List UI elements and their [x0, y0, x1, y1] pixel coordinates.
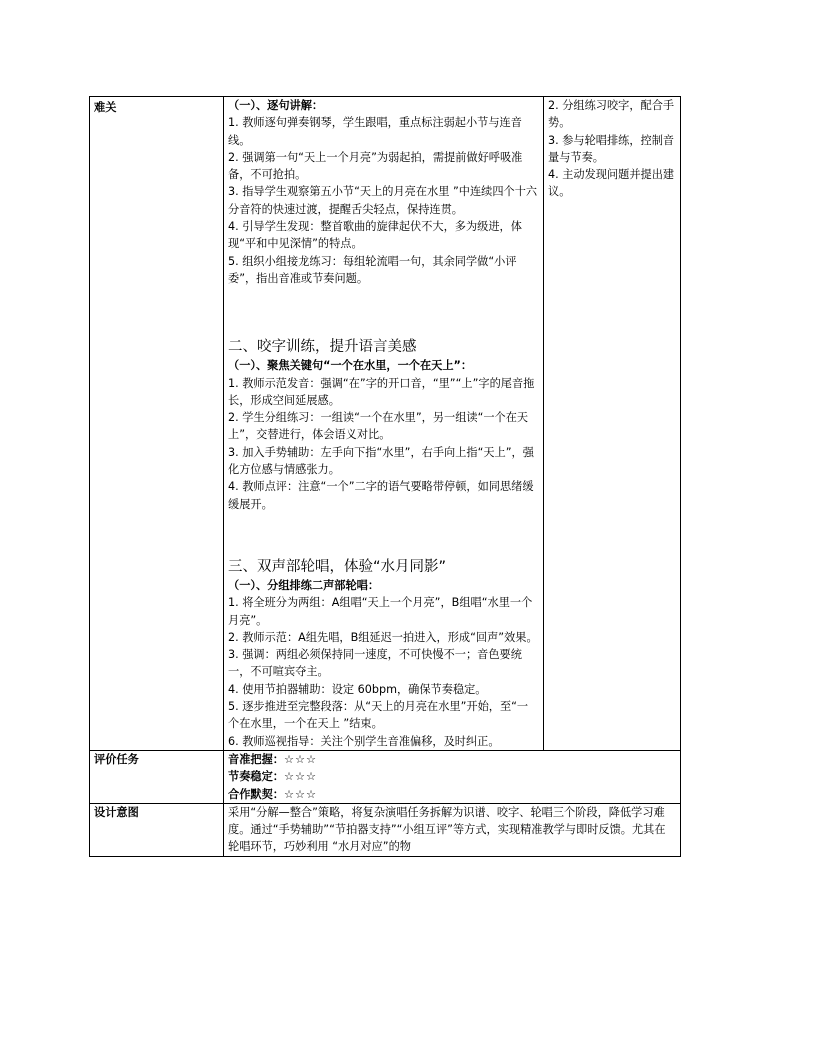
section3-heading: 三、双声部轮唱，体验“水月同影”: [228, 558, 447, 575]
sub2-item: 2. 学生分组练习：一组读“一个在水里”，另一组读“一个在天上”，交替进行，体会语义对比。: [228, 411, 529, 442]
design-intent-text: 采用“分解—整合”策略，将复杂演唱任务拆解为识谱、咬字、轮唱三个阶段，降低学习难度。通过“手势辅助”“节拍器支持”“小组互评”等方式，实现精准教学与即时反馈。尤其在轮唱环节，巧妙利用 “水月对应”的物: [224, 803, 681, 856]
evaluation-row: [90, 750, 681, 803]
student-item: 4. 主动发现问题并提出建议。: [548, 168, 675, 199]
sub1-item: 3. 指导学生观察第五小节“天上的月亮在水里 ”中连续四个十六分音符的快速过渡，提醒舌尖轻点，保持连贯。: [228, 185, 538, 216]
sub3-item: 2. 教师示范：A组先唱，B组延迟一拍进入，形成“回声”效果。: [228, 630, 538, 644]
student-item: 3. 参与轮唱排练，控制音量与节奏。: [548, 133, 675, 164]
difficulty-row: [90, 97, 681, 751]
sub3-item: 6. 教师巡视指导：关注个别学生音准偏移，及时纠正。: [228, 734, 500, 748]
sub3-item: 3. 强调：两组必须保持同一速度，不可快慢不一；音色要统一，不可喧宾夺主。: [228, 648, 522, 679]
sub3-item: 4. 使用节拍器辅助：设定 60bpm，确保节奏稳定。: [228, 682, 487, 696]
evaluation-item-name: 合作默契：: [228, 787, 284, 801]
section2-heading: 二、咬字训练，提升语言美感: [228, 339, 417, 356]
sub1-item: 1. 教师逐句弹奏钢琴，学生跟唱，重点标注弱起小节与连音线。: [228, 116, 522, 147]
evaluation-item-name: 节奏稳定：: [228, 770, 284, 784]
evaluation-item-name: 音准把握：: [228, 752, 284, 766]
evaluation-item: [228, 786, 676, 803]
evaluation-item: [228, 768, 676, 785]
sub3-title: （一）、分组排练二声部轮唱：: [228, 578, 380, 592]
design-row: [90, 803, 681, 856]
evaluation-item: [228, 751, 676, 768]
sub2-item: 3. 加入手势辅助：左手向下指“水里”，右手向上指“天上”，强化方位感与情感张力。: [228, 445, 534, 477]
difficulty-label: 难关: [90, 97, 224, 751]
star-rating: ☆☆☆: [283, 770, 318, 784]
student-item: 2. 分组练习咬字，配合手势。: [548, 99, 675, 130]
student-activity-cell: [544, 97, 681, 751]
sub2-item: 1. 教师示范发音：强调“在”字的开口音，“里”“上”字的尾音拖长，形成空间延展感。: [228, 376, 535, 407]
teacher-activity-cell: [224, 97, 544, 751]
evaluation-label: 评价任务: [90, 750, 224, 803]
sub2-item: 4. 教师点评：注意“一个”二字的语气要略带停顿，如同思绪缓缓展开。: [228, 480, 534, 511]
sub1-item: 4. 引导学生发现：整首歌曲的旋律起伏不大，多为级进，体现“平和中见深情”的特点。: [228, 220, 522, 251]
sub3-item: 5. 逐步推进至完整段落：从“天上的月亮在水里”开始，至“一个在水里，一个在天上 ”结束。: [228, 700, 529, 731]
sub1-item: 2. 强调第一句“天上一个月亮”为弱起拍，需提前做好呼吸准备，不可抢拍。: [228, 150, 523, 182]
sub1-title: （一）、逐句讲解：: [228, 99, 324, 112]
design-label: 设计意图: [90, 803, 224, 856]
sub2-title: （一）、聚焦关键句“一个在水里，一个在天上”：: [228, 359, 473, 373]
sub1-item: 5. 组织小组接龙练习：每组轮流唱一句，其余同学做“小评委”，指出音准或节奏问题。: [228, 254, 517, 285]
evaluation-cell: [224, 750, 681, 803]
star-rating: ☆☆☆: [283, 752, 318, 766]
star-rating: ☆☆☆: [283, 787, 318, 801]
lesson-plan-table: [89, 96, 681, 857]
sub3-item: 1. 将全班分为两组：A组唱“天上一个月亮”，B组唱“水里一个月亮”。: [228, 596, 533, 627]
